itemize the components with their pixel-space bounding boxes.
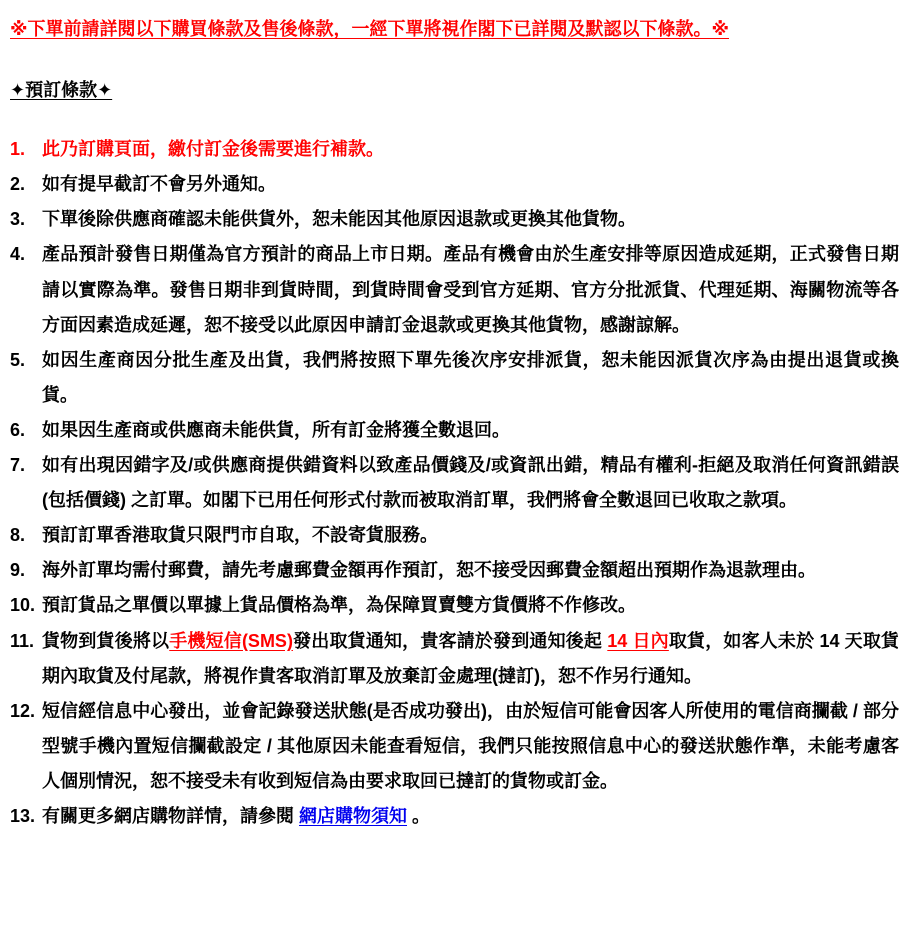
item-segment: 產品預計發售日期僅為官方預計的商品上市日期。產品有機會由於生產安排等原因造成延期，正式發售日期請以實際為準。發售日期非到貨時間，到貨時間會受到官方延期、官方分批派貨、代理延期、海關物流等各方面因素造成延遲，恕不接受以此原因申請訂金退款或更換其他貨物，感謝諒解。 bbox=[42, 244, 899, 335]
item-segment: 下單後除供應商確認未能供貨外，恕未能因其他原因退款或更換其他貨物。 bbox=[42, 209, 636, 230]
list-item bbox=[10, 448, 899, 518]
item-text bbox=[42, 413, 899, 448]
purchase-notice-banner: ※下單前請詳閱以下購買條款及售後條款，一經下單將視作閣下已詳閱及默認以下條款。※ bbox=[10, 19, 729, 39]
sms-highlight: 手機短信(SMS) bbox=[169, 630, 293, 651]
item-number: 9. bbox=[10, 560, 26, 581]
item-text bbox=[42, 167, 899, 202]
item-number: 6. bbox=[10, 419, 26, 440]
item-segment: 如有出現因錯字及/或供應商提供錯資料以致產品價錢及/或資訊出錯，精品有權利-拒絕及取消任何資訊錯誤(包括價錢) 之訂單。如閣下已用任何形式付款而被取消訂單，我們將會全數退回已收取之款項。 bbox=[42, 455, 899, 511]
list-item bbox=[10, 343, 899, 413]
item-text bbox=[42, 624, 899, 694]
item-text bbox=[42, 799, 899, 834]
item-number: 10. bbox=[10, 595, 36, 616]
item-segment: 。 bbox=[407, 805, 431, 826]
pickup-deadline-highlight: 14 日內 bbox=[607, 630, 669, 651]
item-number: 8. bbox=[10, 525, 26, 546]
item-number: 4. bbox=[10, 244, 26, 265]
list-item bbox=[10, 237, 899, 342]
item-text bbox=[42, 448, 899, 518]
item-text bbox=[42, 588, 899, 623]
item-segment: 預訂貨品之單價以單據上貨品價格為準，為保障買賣雙方貨價將不作修改。 bbox=[42, 595, 636, 616]
item-segment: 短信經信息中心發出，並會記錄發送狀態(是否成功發出)，由於短信可能會因客人所使用的電信商攔截 / 部分型號手機內置短信攔截設定 / 其他原因未能查看短信，我們只能按照信息中心的發送狀態作準，未能考慮客人個別情況，恕不接受未有收到短信為由要求取回已撻訂的貨物或訂金。 bbox=[42, 700, 899, 791]
item-segment: 如果因生產商或供應商未能供貨，所有訂金將獲全數退回。 bbox=[42, 419, 510, 440]
item-number: 1. bbox=[10, 139, 26, 160]
list-item bbox=[10, 553, 899, 588]
list-item bbox=[10, 132, 899, 167]
store-shopping-notice-link[interactable]: 網店購物須知 bbox=[299, 805, 407, 826]
item-text bbox=[42, 202, 899, 237]
item-text bbox=[42, 343, 899, 413]
item-segment: 如有提早截訂不會另外通知。 bbox=[42, 174, 276, 195]
item-segment: 海外訂單均需付郵費，請先考慮郵費金額再作預訂，恕不接受因郵費金額超出預期作為退款理由。 bbox=[42, 560, 816, 581]
item-number: 12. bbox=[10, 700, 36, 721]
item-segment: 此乃訂購頁面，繳付訂金後需要進行補款。 bbox=[42, 139, 384, 160]
item-number: 7. bbox=[10, 455, 26, 476]
item-segment: 預訂訂單香港取貨只限門市自取，不設寄貨服務。 bbox=[42, 525, 438, 546]
list-item bbox=[10, 624, 899, 694]
list-item bbox=[10, 518, 899, 553]
item-segment: 發出取貨通知，貴客請於發到通知後起 bbox=[292, 630, 608, 651]
item-text bbox=[42, 132, 899, 167]
item-segment: 取貨，如客人未於 14 天取貨期內取貨及付尾款，將視作貴客取消訂單及放棄訂金處理(撻訂)，恕不作另行通知。 bbox=[42, 630, 899, 686]
list-item bbox=[10, 694, 899, 799]
item-segment: 有關更多網店購物詳情，請參閱 bbox=[42, 805, 299, 826]
list-item bbox=[10, 167, 899, 202]
item-segment: 如因生產商因分批生產及出貨，我們將按照下單先後次序安排派貨，恕未能因派貨次序為由提出退貨或換貨。 bbox=[42, 349, 899, 405]
item-number: 5. bbox=[10, 349, 26, 370]
terms-list bbox=[10, 132, 899, 834]
list-item bbox=[10, 799, 899, 834]
list-item bbox=[10, 413, 899, 448]
item-number: 13. bbox=[10, 805, 36, 826]
item-text bbox=[42, 694, 899, 799]
list-item bbox=[10, 588, 899, 623]
section-title-preorder-terms: ✦預訂條款✦ bbox=[10, 80, 113, 101]
item-number: 3. bbox=[10, 209, 26, 230]
item-segment: 貨物到貨後將以 bbox=[42, 630, 170, 651]
item-number: 2. bbox=[10, 174, 26, 195]
list-item bbox=[10, 202, 899, 237]
item-text bbox=[42, 553, 899, 588]
item-text bbox=[42, 518, 899, 553]
item-text bbox=[42, 237, 899, 342]
item-number: 11. bbox=[10, 630, 35, 651]
